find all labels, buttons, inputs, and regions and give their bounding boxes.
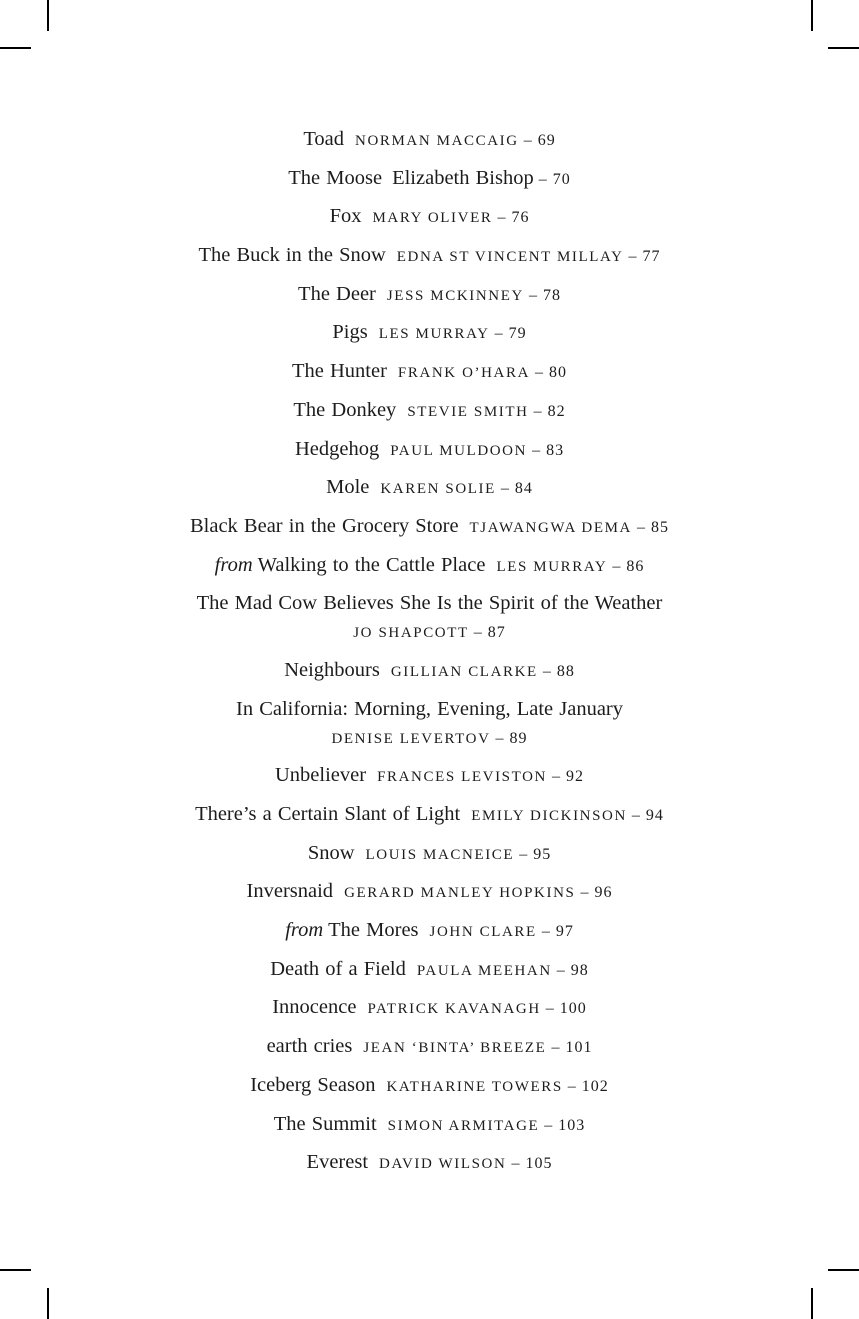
crop-mark-bottom-right-horizontal: [828, 1269, 859, 1271]
entry-title: The Donkey: [293, 398, 397, 421]
toc-entry: [0, 435, 859, 465]
table-of-contents: [0, 125, 859, 1187]
entry-page-number: – 77: [628, 248, 661, 266]
entry-author: FRANCES LEVISTON: [377, 769, 547, 786]
toc-entry: [0, 839, 859, 869]
entry-author: PAUL MULDOON: [390, 442, 528, 459]
toc-entry: [0, 125, 859, 155]
entry-page-number: – 76: [497, 209, 530, 227]
toc-entry: [0, 916, 859, 946]
entry-author: JO SHAPCOTT: [353, 625, 469, 642]
toc-entry: [0, 695, 859, 753]
entry-page-number: – 79: [494, 325, 527, 343]
entry-title: Pigs: [332, 321, 368, 344]
entry-page-number: – 92: [552, 768, 584, 786]
toc-entry: [0, 656, 859, 686]
entry-page-number: – 97: [541, 923, 574, 941]
entry-title: earth cries: [266, 1035, 353, 1058]
entry-title: Innocence: [272, 996, 357, 1019]
entry-title: Snow: [307, 841, 355, 864]
entry-author: KAREN SOLIE: [380, 481, 496, 498]
crop-mark-top-right-horizontal: [828, 47, 859, 49]
entry-author: LOUIS MACNEICE: [365, 846, 515, 863]
entry-author: GERARD MANLEY HOPKINS: [344, 885, 576, 902]
entry-title: Walking to the Cattle Place: [257, 553, 486, 576]
entry-author: EDNA ST VINCENT MILLAY: [396, 249, 624, 266]
entry-author: EMILY DICKINSON: [471, 808, 627, 824]
entry-author: GILLIAN CLARKE: [390, 663, 538, 680]
entry-author: JESS MCKINNEY: [386, 287, 524, 304]
crop-mark-top-left-horizontal: [0, 47, 31, 49]
entry-page-number: – 89: [495, 729, 528, 747]
entry-title: There’s a Certain Slant of Light: [195, 803, 461, 825]
crop-mark-top-left-vertical: [47, 0, 49, 31]
entry-author: TJAWANGWA DEMA: [469, 519, 632, 536]
toc-entry: [0, 877, 859, 907]
entry-page-number: – 69: [523, 132, 556, 149]
entry-author: STEVIE SMITH: [407, 403, 529, 420]
toc-entry: [0, 512, 859, 542]
entry-title: Neighbours: [284, 658, 380, 681]
entry-title: Mole: [326, 476, 370, 499]
entry-title: Hedgehog: [294, 437, 380, 460]
entry-author: MARY OLIVER: [372, 210, 493, 227]
entry-page-number: – 78: [528, 286, 561, 304]
toc-entry: [0, 1032, 859, 1062]
entry-author: LES MURRAY: [496, 558, 608, 575]
crop-mark-top-right-vertical: [811, 0, 813, 31]
entry-author: JOHN CLARE: [429, 924, 537, 941]
entry-title: Unbeliever: [274, 764, 367, 787]
entry-page-number: – 101: [551, 1039, 593, 1057]
entry-page-number: – 83: [532, 441, 565, 459]
entry-title: The Buck in the Snow: [198, 244, 386, 267]
entry-page-number: – 80: [535, 364, 568, 382]
toc-entry: [0, 800, 859, 830]
entry-author: Elizabeth Bishop: [392, 166, 534, 189]
toc-entry: [0, 1148, 859, 1178]
entry-author: KATHARINE TOWERS: [386, 1078, 563, 1095]
crop-mark-bottom-left-vertical: [47, 1288, 49, 1319]
entry-title: Everest: [306, 1151, 369, 1174]
toc-entry: [0, 164, 859, 194]
entry-title: The Mores: [328, 919, 419, 942]
entry-page-number: – 85: [637, 518, 669, 536]
toc-entry: [0, 993, 859, 1023]
entry-page-number: – 95: [519, 845, 552, 863]
entry-title: Toad: [303, 128, 345, 150]
entry-page-number: – 88: [542, 662, 575, 680]
entry-page-number: – 94: [631, 807, 664, 824]
toc-entry: [0, 955, 859, 985]
entry-title: The Hunter: [291, 360, 387, 383]
entry-page-number: – 87: [473, 624, 506, 642]
entry-page-number: – 70: [538, 170, 571, 188]
entry-page-number: – 105: [511, 1155, 553, 1173]
entry-author: NORMAN MACCAIG: [355, 133, 519, 149]
entry-title: Iceberg Season: [250, 1073, 376, 1096]
entry-author: SIMON ARMITAGE: [387, 1117, 540, 1134]
entry-title: The Deer: [298, 282, 376, 305]
entry-page-number: – 96: [580, 884, 613, 902]
toc-entry: [0, 318, 859, 348]
entry-author: LES MURRAY: [378, 326, 490, 343]
toc-entry: [0, 589, 859, 647]
crop-mark-bottom-left-horizontal: [0, 1269, 31, 1271]
entry-page-number: – 82: [533, 402, 566, 420]
toc-entry: [0, 280, 859, 310]
entry-page-number: – 84: [500, 480, 533, 498]
entry-title: The Mad Cow Believes She Is the Spirit of the Weather: [196, 592, 663, 615]
toc-entry: [0, 1110, 859, 1140]
entry-page-number: – 100: [545, 1000, 587, 1018]
entry-author: PAULA MEEHAN: [416, 962, 552, 979]
entry-title: The Moose: [288, 166, 383, 189]
entry-title: Inversnaid: [246, 880, 334, 903]
entry-author: DAVID WILSON: [379, 1156, 507, 1173]
entry-title: The Summit: [273, 1112, 377, 1135]
toc-entry: [0, 551, 859, 581]
entry-title: In California: Morning, Evening, Late January: [236, 697, 623, 720]
toc-entry: [0, 241, 859, 271]
entry-page-number: – 86: [612, 557, 645, 575]
entry-page-number: – 98: [556, 961, 589, 979]
toc-entry: [0, 761, 859, 791]
entry-page-number: – 102: [567, 1077, 609, 1095]
entry-author: PATRICK KAVANAGH: [367, 1001, 541, 1018]
entry-author: DENISE LEVERTOV: [331, 730, 491, 747]
toc-entry: [0, 473, 859, 503]
entry-page-number: – 103: [544, 1116, 586, 1134]
toc-entry: [0, 396, 859, 426]
entry-title-prefix: from: [214, 553, 253, 576]
toc-entry: [0, 1071, 859, 1101]
entry-title: Black Bear in the Grocery Store: [189, 514, 459, 537]
entry-title: Fox: [329, 205, 362, 228]
crop-mark-bottom-right-vertical: [811, 1288, 813, 1319]
toc-entry: [0, 357, 859, 387]
toc-entry: [0, 202, 859, 232]
entry-title-prefix: from: [285, 919, 324, 942]
entry-title: Death of a Field: [270, 957, 406, 980]
entry-author: JEAN ‘BINTA’ BREEZE: [363, 1040, 547, 1057]
entry-author: FRANK O’HARA: [397, 365, 531, 382]
